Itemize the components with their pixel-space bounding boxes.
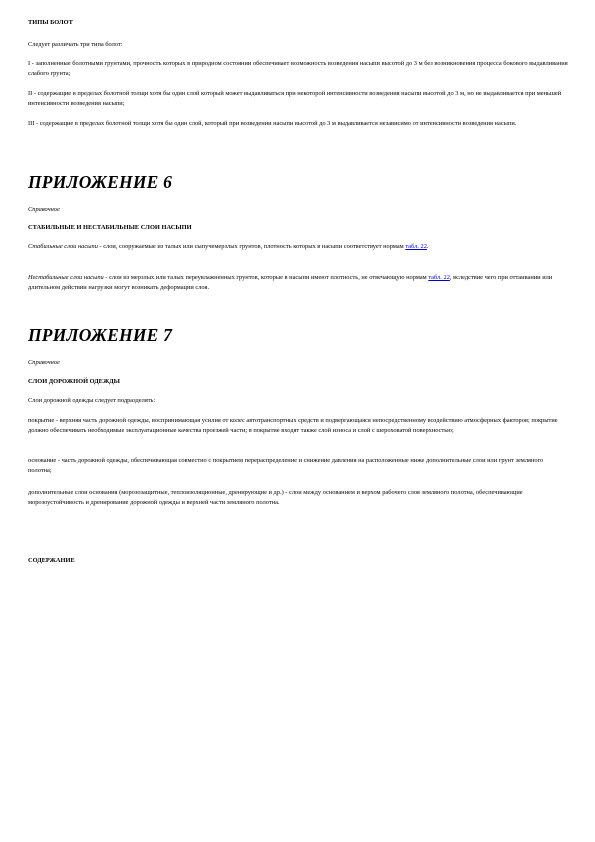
- appendix-7-title: СЛОИ ДОРОЖНОЙ ОДЕЖДЫ: [28, 378, 120, 385]
- bog-type-1: I - заполненные болотными грунтами, прочность которых в природном состоянии обеспечивает возможность возведения насыпи высотой до 3 м без возникновения процесса бокового выдавливания слабого грунта;: [28, 60, 568, 77]
- section-title-bog-types: ТИПЫ БОЛОТ: [28, 19, 73, 26]
- bog-type-3: III - содержащие в пределах болотной толщи хотя бы один слой, который при возведении насыпи высотой до 3 м выдавливается независимо от интенсивности возведения насыпи.: [28, 120, 517, 127]
- pavement-layers-intro: Слои дорожной одежды следует подразделять:: [28, 397, 156, 404]
- unstable-layers-definition: [28, 273, 568, 293]
- stable-layers-term: Стабильные слои насыпи: [28, 243, 98, 250]
- unstable-layers-text: - слои из мерзлых или талых переувлажненных грунтов, которые в насыпи имеют плотность, не отвечающую нормам: [103, 274, 429, 281]
- stable-layers-definition: [28, 242, 568, 252]
- unstable-layers-term: Нестабильные слои насыпи: [28, 274, 104, 281]
- unstable-layers-end: , вследствие чего при оттаивании или длительном действии нагрузки могут возникать деформации слоя.: [28, 274, 553, 291]
- pavement-layer-additional: дополнительные слои основания (морозозащитные, теплоизоляционные, дренирующие и др.) - слои между основанием и верхом рабочего слоя земляного полотна, обеспечивающие морозоустойчивость и дренирование дорожной одежды и верхней части земляного полотна.: [28, 489, 523, 506]
- appendix-7-note: Справочное: [28, 359, 60, 366]
- table-22-link[interactable]: табл. 22: [405, 243, 427, 250]
- bog-type-2: II - содержащие в пределах болотной толщи хотя бы один слой который может выдавливаться при некоторой интенсивности возведения насыпи высотой до 3 м, но не выдавливается при меньшей интенсивности возведения насыпи;: [28, 90, 562, 107]
- appendix-6-title: СТАБИЛЬНЫЕ И НЕСТАБИЛЬНЫЕ СЛОИ НАСЫПИ: [28, 224, 192, 231]
- table-22-link[interactable]: табл. 22: [428, 274, 450, 281]
- pavement-layer-base: основание - часть дорожной одежды, обеспечивающая совместно с покрытием перераспределение и снижение давления на расположенные ниже дополнительные слои или грунт земляного полотна;: [28, 457, 544, 474]
- appendix-7-heading: ПРИЛОЖЕНИЕ 7: [28, 325, 173, 345]
- appendix-6-note: Справочное: [28, 206, 60, 213]
- appendix-6-heading: ПРИЛОЖЕНИЕ 6: [28, 172, 173, 192]
- pavement-layer-surface: покрытие - верхняя часть дорожной одежды, воспринимающая усилия от колес автотранспортных средств и подвергающаяся непосредственному воздействию атмосферных факторов; покрытие должно обеспечивать необходимые эксплуатационные качества проезжей части; в покрытие входят также слой износа и слой с шероховатой поверхностью;: [28, 417, 558, 434]
- bog-types-intro: Следует различать три типа болот:: [28, 41, 123, 48]
- contents-heading: СОДЕРЖАНИЕ: [28, 557, 75, 564]
- stable-layers-end: .: [426, 243, 429, 250]
- stable-layers-text: - слои, сооружаемые из талых или сыпучемерзлых грунтов, плотность которых в насыпи соответствует нормам: [97, 243, 406, 250]
